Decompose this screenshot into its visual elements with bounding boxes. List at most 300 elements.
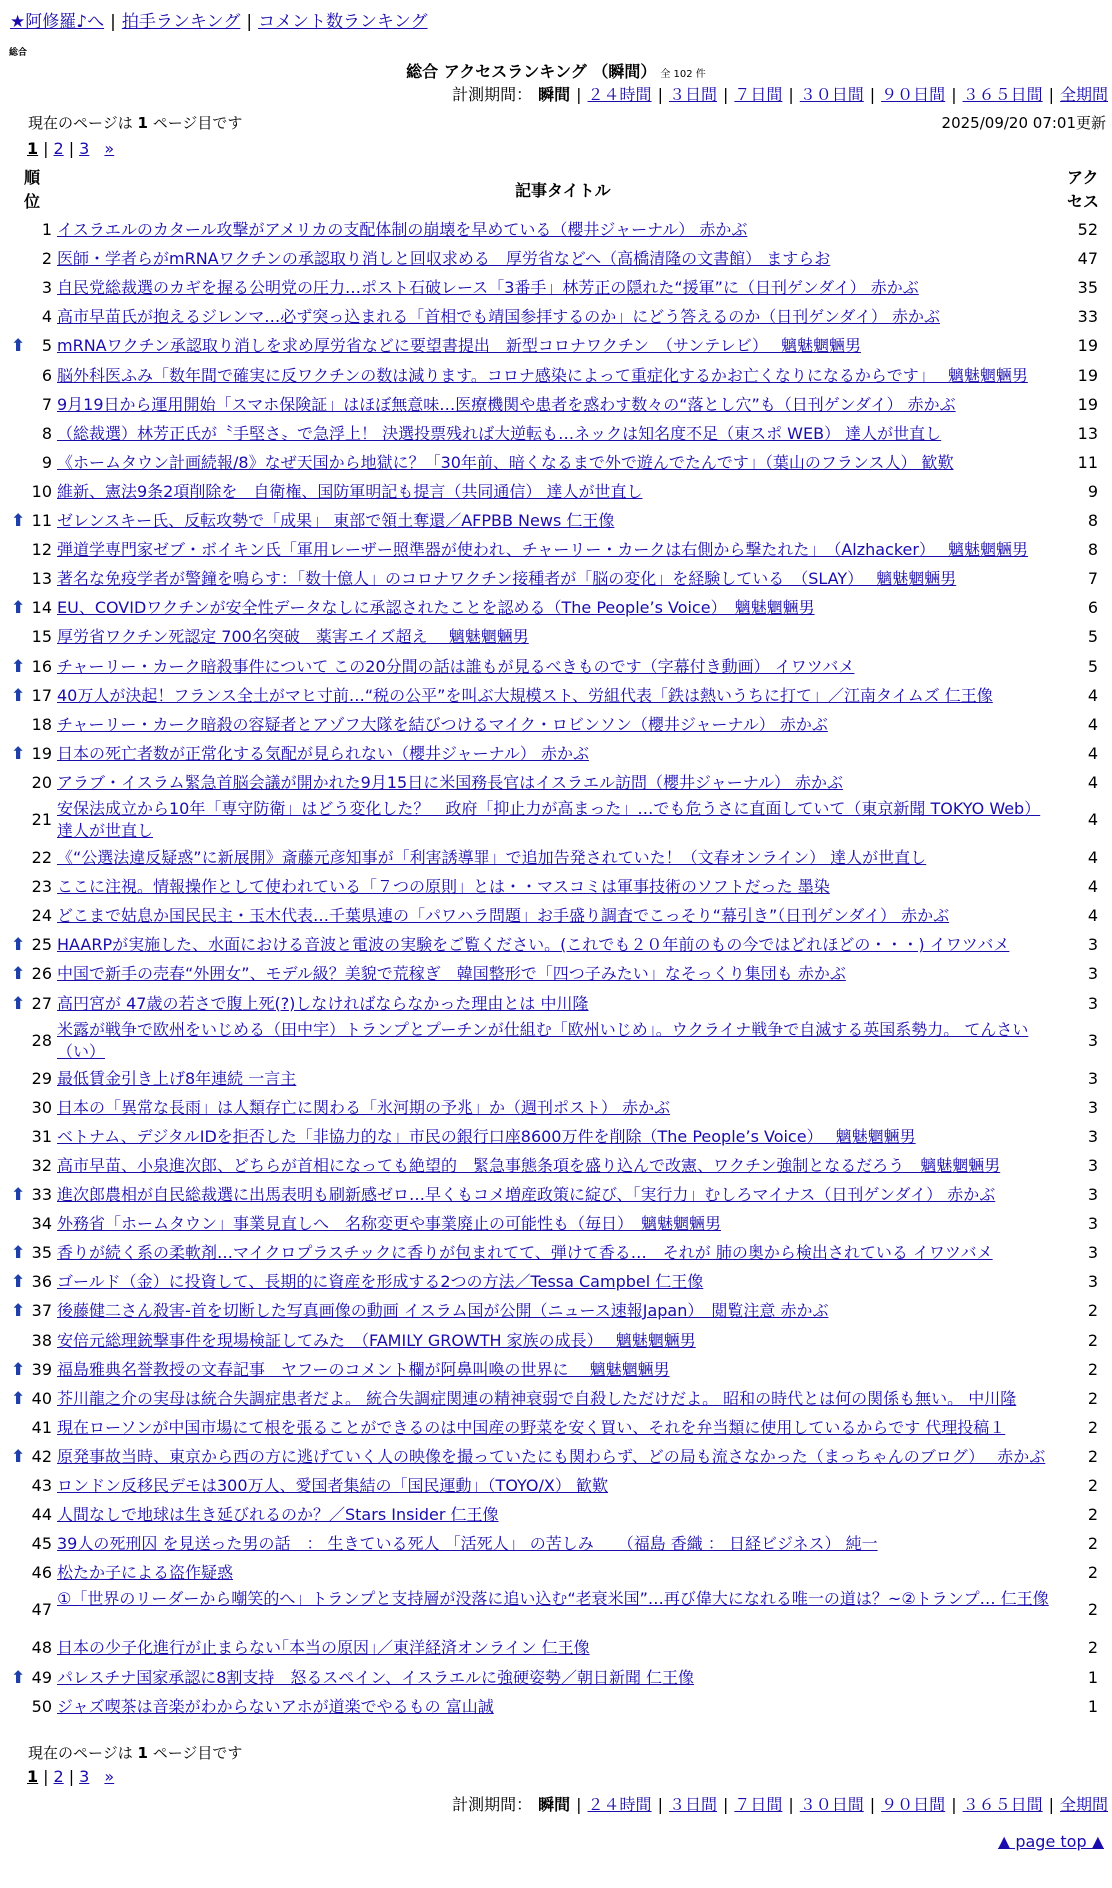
row-rank: 40 [31,1388,52,1408]
pager-next[interactable]: » [104,1767,115,1786]
row-access-count: 9 [1087,481,1098,501]
row-access-count: 19 [1077,394,1098,414]
row-title [57,1019,1057,1063]
pager-link-3[interactable]: 3 [79,139,90,158]
row-access-count: 2 [1087,1388,1098,1408]
row-access-count: 7 [1087,569,1098,589]
row-rank: 19 [31,743,52,763]
article-link[interactable]: 松たか子による盗作疑惑 [57,1563,234,1583]
column-header-title: 記事タイトル [515,181,611,200]
table-row [0,1155,1112,1184]
table-row [0,394,1112,423]
row-rank: 22 [31,848,52,867]
row-title [57,1155,1057,1177]
applause-ranking-link[interactable]: 拍手ランキング [121,12,241,32]
row-title [57,656,1057,678]
row-access-count: 11 [1077,452,1098,472]
row-title [57,568,1057,590]
row-rank: 46 [31,1563,52,1583]
article-link[interactable]: パレスチナ国家承認に8割支持 怒るスペイン、イスラエルに強硬姿勢／朝日新聞 仁王像 [57,1667,695,1687]
period-link-24h[interactable]: ２４時間 [587,85,652,104]
table-row [0,743,1112,772]
rank-up-arrow-icon: ⬆ [11,685,26,706]
pager-bottom: 1 | 2 | 3 » [27,1767,115,1786]
row-access-count: 3 [1087,1126,1098,1146]
article-link[interactable]: 厚労省ワクチン死認定 700名突破 薬害エイズ超え 魑魅魍魎男 [57,627,529,647]
row-title [57,905,1057,927]
row-title [57,452,1057,474]
table-row [0,1504,1112,1533]
table-row [0,1019,1112,1063]
row-access-count: 4 [1087,743,1098,763]
article-link[interactable]: 中国で新手の売春“外囲女”、モデル級？美貌で荒稼ぎ 韓国整形で「四つ子みたい」なそっくり集団も 赤かぶ [57,964,846,984]
article-link[interactable]: 高市早苗氏が抱えるジレンマ…必ず突っ込まれる「首相でも靖国参拝するのか」にどう答えるのか（日刊ゲンダイ） 赤かぶ [57,307,941,327]
row-rank: 25 [31,935,52,955]
row-rank: 1 [41,220,52,239]
table-row [0,934,1112,963]
article-link[interactable]: 香りが続く系の柔軟剤…マイクロプラスチックに香りが包まれてて、弾けて香る… それが 肺の奥から検出されている イワツバメ [57,1243,993,1263]
row-title [57,539,1057,561]
page-info-top: 現在のページは 1 ページ目です [28,114,243,132]
row-title [57,1097,1057,1119]
rank-up-arrow-icon: ⬆ [11,743,26,764]
row-title [57,1271,1057,1293]
row-access-count: 4 [1087,772,1098,792]
row-rank: 18 [31,714,52,734]
rank-up-arrow-icon: ⬆ [11,511,26,531]
row-title [57,1533,1057,1555]
row-rank: 26 [31,964,52,984]
article-link[interactable]: 安倍元総理銃撃事件を現場検証してみた （FAMILY GROWTH 家族の成長） 魑魅魍魎男 [57,1330,696,1350]
table-row [0,905,1112,934]
row-access-count: 3 [1087,1214,1098,1234]
table-row [0,847,1112,876]
table-row [0,1696,1112,1725]
row-title [57,1213,1057,1235]
pager-next[interactable]: » [104,139,115,158]
pager-top: 1 | 2 | 3 » [27,139,115,158]
row-access-count: 4 [1087,906,1098,926]
table-row [0,1242,1112,1271]
row-rank: 27 [31,993,52,1013]
period-link-24h[interactable]: ２４時間 [587,1795,652,1814]
row-rank: 42 [31,1446,52,1466]
table-row [0,1213,1112,1242]
pager-link-2[interactable]: 2 [53,139,64,158]
table-row [0,452,1112,481]
article-link[interactable]: 著名な免疫学者が警鐘を鳴らす：「数十億人」のコロナワクチン接種者が「脳の変化」を経験している （SLAY） 魑魅魍魎男 [57,569,957,589]
period-link-30d[interactable]: ３０日間 [799,1795,864,1814]
row-rank: 37 [31,1301,52,1321]
row-rank: 32 [31,1155,52,1175]
table-row [0,335,1112,364]
row-title [57,963,1057,985]
row-rank: 31 [31,1126,52,1146]
article-link[interactable]: 脳外科医ふみ「数年間で確実に反ワクチンの数は減ります。コロナ感染によって重症化するかお亡くなりになるからです」 魑魅魍魎男 [57,365,1028,385]
table-row [0,365,1112,394]
article-link[interactable]: 現在ローソンが中国市場にて根を張ることができるのは中国産の野菜を安く買い、それを弁当類に使用しているからです 代理投稿１ [57,1417,1006,1437]
row-rank: 36 [31,1272,52,1292]
article-link[interactable]: 人間なしで地球は生き延びれるのか？／Stars Insider 仁王像 [57,1505,499,1525]
row-rank: 12 [31,540,52,560]
updated-timestamp: 2025/09/20 07:01更新 [941,114,1106,132]
article-link[interactable]: HAARPが実施した、水面における音波と電波の実験をご覧ください。(これでも２０年前のもの今ではどれほどの・・・) イワツバメ [57,935,1010,955]
row-access-count: 6 [1087,598,1098,618]
article-link[interactable]: （総裁選）林芳正氏が〝手堅さ〟で急浮上！ 決選投票残れば大逆転も…ネックは知名度不足（東スポ WEB） 達人が世直し [57,423,942,443]
period-link-7d[interactable]: ７日間 [734,1795,783,1814]
page-info-bottom: 現在のページは 1 ページ目です [28,1744,243,1762]
article-link[interactable]: 医師・学者らがmRNAワクチンの承認取り消しと回収求める 厚労省などへ（高橋清隆の文書館） ますらお [57,249,831,269]
article-link[interactable]: ゴールド（金）に投資して、長期的に資産を形成する2つの方法／Tessa Campbel 仁王像 [57,1272,704,1292]
table-row [0,1533,1112,1562]
article-link[interactable]: 高市早苗、小泉進次郎、どちらが首相になっても絶望的 緊急事態条項を盛り込んで改憲、ワクチン強制となるだろう 魑魅魍魎男 [57,1155,1001,1175]
table-row [0,656,1112,685]
rank-up-arrow-icon: ⬆ [11,1185,26,1205]
row-title [57,993,1057,1015]
rank-up-arrow-icon: ⬆ [11,336,26,357]
table-row [0,1475,1112,1504]
table-row [0,510,1112,539]
table-row [0,1667,1112,1696]
row-access-count: 3 [1087,1097,1098,1117]
row-rank: 7 [41,394,52,414]
table-row [0,1417,1112,1446]
row-title [57,597,1057,619]
top-nav [10,10,428,34]
table-row [0,876,1112,905]
article-link[interactable]: 芥川龍之介の実母は統合失調症患者だよ。 統合失調症関連の精神衰弱で自殺しただけだよ。 昭和の時代とは何の関係も無い。 中川隆 [57,1388,1017,1408]
rank-up-arrow-icon: ⬆ [11,1272,26,1293]
article-link[interactable]: 外務省「ホームタウン」事業見直しへ 名称変更や事業廃止の可能性も（毎日） 魑魅魍魎男 [57,1214,722,1234]
article-link[interactable]: 9月19日から運用開始「スマホ保険証」はほぼ無意味…医療機関や患者を惑わす数々の“落とし穴”も（日刊ゲンダイ） 赤かぶ [57,394,956,414]
row-access-count: 2 [1087,1638,1098,1658]
row-title [57,1504,1057,1526]
row-title [57,685,1057,707]
table-row [0,1330,1112,1359]
page-top [998,1832,1104,1851]
table-row [0,1300,1112,1329]
row-rank: 35 [31,1243,52,1263]
period-current: 瞬間 [538,85,571,104]
article-link[interactable]: ロンドン反移民デモは300万人、愛国者集結の「国民運動」（TOYO/X） 歓歎 [57,1476,608,1495]
row-access-count: 2 [1087,1505,1098,1525]
period-selector-bottom: 計測期間： 瞬間 | ２４時間 | ３日間 | ７日間 | ３０日間 | ９０日間 | ３６５日間 | 全期間 [452,1795,1108,1814]
row-title [57,248,1057,270]
table-row [0,219,1112,248]
row-access-count: 4 [1087,810,1098,829]
table-row [0,1562,1112,1591]
rank-up-arrow-icon: ⬆ [11,993,26,1014]
row-rank: 21 [31,810,52,829]
row-title [57,1359,1057,1381]
row-title [57,1562,1057,1584]
row-access-count: 2 [1087,1563,1098,1583]
article-link[interactable]: 《ホームタウン計画続報/8》なぜ天国から地獄に？「30年前、暗くなるまで外で遊んでたんです」（葉山のフランス人） 歓歎 [57,452,954,472]
row-rank: 24 [31,906,52,926]
row-title [57,1300,1057,1322]
period-selector-top: 計測期間： 瞬間 | ２４時間 | ３日間 | ７日間 | ３０日間 | ９０日間 | ３６５日間 | 全期間 [452,85,1108,104]
article-link[interactable]: ゼレンスキー氏、反転攻勢で「成果」 東部で領土奪還／AFPBB News 仁王像 [57,511,615,530]
row-rank: 38 [31,1330,52,1350]
row-title [57,1184,1057,1206]
table-row [0,1359,1112,1388]
table-row [0,1271,1112,1300]
row-rank: 30 [31,1097,52,1117]
item-count: 全 102 件 [660,69,706,80]
rank-up-arrow-icon: ⬆ [11,1359,26,1380]
row-rank: 2 [41,249,52,269]
row-access-count: 2 [1087,1476,1098,1495]
article-link[interactable]: 安保法成立から10年「専守防衛」はどう変化した？ 政府「抑止力が高まった」…でも危うさに直面していて（東京新聞 TOKYO Web） 達人が世直し [57,799,1041,840]
row-title [57,335,1057,357]
row-rank: 50 [31,1696,52,1716]
period-link-all[interactable]: 全期間 [1059,85,1108,104]
row-access-count: 2 [1087,1359,1098,1379]
row-title [57,510,1057,532]
ranking-title: 総合 アクセスランキング （瞬間） [406,62,657,81]
period-link-90d[interactable]: ９０日間 [881,85,946,104]
rank-up-arrow-icon: ⬆ [11,964,26,985]
row-rank: 45 [31,1534,52,1554]
row-title [57,1696,1057,1718]
row-title [57,626,1057,648]
row-access-count: 2 [1087,1330,1098,1350]
rank-up-arrow-icon: ⬆ [11,656,26,677]
table-row [0,772,1112,801]
pager-current: 1 [27,1767,39,1786]
row-rank: 44 [31,1505,52,1525]
period-link-90d[interactable]: ９０日間 [881,1795,946,1814]
row-rank: 6 [41,365,52,385]
table-row [0,1068,1112,1097]
row-rank: 5 [41,336,52,356]
row-title [57,743,1057,765]
table-row [0,714,1112,743]
period-label: 計測期間： [452,85,533,104]
comment-ranking-link[interactable]: コメント数ランキング [258,12,428,32]
row-access-count: 3 [1087,1030,1098,1050]
row-rank: 41 [31,1417,52,1437]
row-rank: 3 [41,278,52,298]
table-row [0,423,1112,452]
row-access-count: 1 [1087,1696,1098,1716]
row-title [57,423,1057,445]
row-access-count: 4 [1087,848,1098,867]
row-rank: 34 [31,1214,52,1234]
rank-up-arrow-icon: ⬆ [11,1446,26,1467]
row-access-count: 4 [1087,877,1098,897]
row-access-count: 19 [1077,336,1098,356]
period-link-7d[interactable]: ７日間 [734,85,783,104]
period-link-all[interactable]: 全期間 [1059,1795,1108,1814]
row-rank: 17 [31,685,52,705]
article-link[interactable]: EU、COVIDワクチンが安全性データなしに承認されたことを認める（The People’s Voice） 魑魅魍魎男 [57,598,815,618]
table-row [0,993,1112,1022]
row-access-count: 3 [1087,1155,1098,1175]
rank-up-arrow-icon: ⬆ [11,1243,26,1264]
article-link[interactable]: チャーリー・カーク暗殺の容疑者とアゾフ大隊を結びつけるマイク・ロビンソン（櫻井ジャーナル） 赤かぶ [57,714,828,734]
row-access-count: 2 [1087,1600,1098,1620]
row-rank: 4 [41,307,52,327]
row-rank: 39 [31,1359,52,1379]
article-link[interactable]: 最低賃金引き上げ8年連続 一言主 [57,1068,297,1088]
row-rank: 20 [31,772,52,792]
nav-separator: | [110,12,116,32]
row-rank: 28 [31,1030,52,1050]
article-link[interactable]: 弾道学専門家ゼブ・ボイキン氏「軍用レーザー照準器が使われ、チャーリー・カークは右側から撃たれた」 （Alzhacker） 魑魅魍魎男 [57,540,1029,560]
table-row [0,277,1112,306]
row-access-count: 8 [1087,540,1098,560]
period-current: 瞬間 [538,1795,571,1814]
row-access-count: 1 [1087,1667,1098,1687]
period-link-3d[interactable]: ３日間 [668,85,717,104]
table-row [0,626,1112,655]
table-row [0,306,1112,335]
rank-up-arrow-icon: ⬆ [11,935,26,956]
article-link[interactable]: ①「世界のリーダーから嘲笑的へ」トランプと支持層が没落に追い込む“老衰米国”…再び偉大になれる唯一の道は？~②トランプ… 仁王像 [57,1589,1049,1609]
period-link-30d[interactable]: ３０日間 [799,85,864,104]
row-access-count: 13 [1077,423,1098,443]
period-link-365d[interactable]: ３６５日間 [962,85,1043,104]
row-rank: 15 [31,627,52,647]
row-title [57,1417,1057,1439]
article-link[interactable]: 高円宮が 47歳の若さで腹上死(?)しなければならなかった理由とは 中川隆 [57,993,589,1013]
row-rank: 23 [31,877,52,897]
row-access-count: 47 [1077,249,1098,269]
row-title [57,1126,1057,1148]
article-link[interactable]: アラブ・イスラム緊急首脳会議が開かれた9月15日に米国務長官はイスラエル訪問（櫻井ジャーナル） 赤かぶ [57,772,844,792]
table-row [0,1446,1112,1475]
row-title [57,1242,1057,1264]
row-access-count: 3 [1087,1185,1098,1204]
row-title [57,1475,1057,1497]
row-rank: 10 [31,481,52,501]
table-row [0,568,1112,597]
table-row [0,1184,1112,1213]
article-link[interactable]: 維新、憲法9条2項削除を 自衛権、国防軍明記も提言（共同通信） 達人が世直し [57,481,643,501]
article-link[interactable]: 自民党総裁選のカギを握る公明党の圧力…ポスト石破レース「3番手」林芳正の隠れた“援軍”に（日刊ゲンダイ） 赤かぶ [57,278,919,298]
row-access-count: 3 [1087,935,1098,955]
column-header-access: アクセス [1067,168,1100,211]
row-title [57,847,1057,869]
column-header-rank: 順位 [24,168,41,211]
row-access-count: 2 [1087,1446,1098,1466]
article-link[interactable]: 《“公選法違反疑惑”に新展開》斎藤元彦知事が「利害誘導罪」で追加告発されていた！（文春オンライン） 達人が世直し [57,848,927,867]
row-access-count: 3 [1087,1243,1098,1263]
row-title [57,772,1057,794]
page-top-link[interactable]: ▲ page top ▲ [997,1832,1104,1851]
row-access-count: 2 [1087,1301,1098,1321]
row-rank: 9 [41,452,52,472]
table-row [0,963,1112,992]
article-link[interactable]: 原発事故当時、東京から西の方に逃げていく人の映像を撮っていたにも関わらず、どの局も流さなかった（まっちゃんのブログ） 赤かぶ [57,1446,1046,1466]
table-row [0,481,1112,510]
row-rank: 48 [31,1638,52,1658]
row-rank: 14 [31,598,52,618]
ranking-heading [0,62,1112,85]
row-access-count: 8 [1087,511,1098,530]
period-link-3d[interactable]: ３日間 [668,1795,717,1814]
row-rank: 8 [41,423,52,443]
row-access-count: 33 [1077,307,1098,327]
row-title [57,481,1057,503]
row-title [57,1068,1057,1090]
row-access-count: 2 [1087,1534,1098,1554]
table-row [0,685,1112,714]
row-access-count: 35 [1077,278,1098,298]
period-link-365d[interactable]: ３６５日間 [962,1795,1043,1814]
table-row [0,1637,1112,1666]
row-access-count: 3 [1087,993,1098,1013]
article-link[interactable]: イスラエルのカタール攻撃がアメリカの支配体制の崩壊を早めている（櫻井ジャーナル） 赤かぶ [57,220,748,239]
article-link[interactable]: 日本の少子化進行が止まらない｢本当の原因｣／東洋経済オンライン 仁王像 [57,1638,590,1658]
article-link[interactable]: 後藤健二さん殺害-首を切断した写真画像の動画 イスラム国が公開（ニュース速報Japan） 閲覧注意 赤かぶ [57,1301,829,1321]
row-title [57,277,1057,299]
row-title [57,798,1057,842]
rank-up-arrow-icon: ⬆ [11,598,26,619]
row-rank: 13 [31,569,52,589]
category-label: 総合 [9,48,28,58]
article-link[interactable]: 進次郎農相が自民総裁選に出馬表明も刷新感ゼロ…早くもコメ増産政策に綻び、「実行力」むしろマイナス（日刊ゲンダイ） 赤かぶ [57,1185,996,1204]
row-title [57,714,1057,736]
row-rank: 49 [31,1667,52,1687]
row-access-count: 3 [1087,964,1098,984]
home-link[interactable]: ★阿修羅♪へ [10,12,105,32]
table-row [0,1097,1112,1126]
row-access-count: 5 [1087,656,1098,676]
row-rank: 11 [31,511,52,530]
article-link[interactable]: どこまで姑息か国民民主・玉木代表…千葉県連の「パワハラ問題」お手盛り調査でこっそり“幕引き”（日刊ゲンダイ） 赤かぶ [57,906,950,926]
row-title [57,1388,1057,1410]
row-rank: 43 [31,1476,52,1495]
rank-up-arrow-icon: ⬆ [11,1301,26,1322]
article-link[interactable]: チャーリー・カーク暗殺事件について この20分間の話は誰もが見るべきものです（字幕付き動画） イワツバメ [57,656,855,676]
row-title [57,1667,1057,1689]
article-link[interactable]: 日本の「異常な長雨」は人類存亡に関わる「氷河期の予兆」か（週刊ポスト） 赤かぶ [57,1097,671,1117]
row-title [57,365,1057,387]
row-access-count: 3 [1087,1272,1098,1292]
nav-separator: | [246,12,253,32]
rank-up-arrow-icon: ⬆ [11,1388,26,1409]
row-title [57,219,1057,241]
period-label: 計測期間： [452,1795,533,1814]
pager-link-2[interactable]: 2 [53,1767,64,1786]
rank-up-arrow-icon: ⬆ [11,1667,26,1688]
pager-link-3[interactable]: 3 [79,1767,90,1786]
article-link[interactable]: 39人の死刑囚 を見送った男の話 ： 生きている死人 「活死人」 の苦しみ （福島 香織 ： 日経ビジネス） 純一 [57,1534,878,1554]
row-rank: 29 [31,1068,52,1088]
row-title [57,394,1057,416]
row-title [57,306,1057,328]
article-link[interactable]: ジャズ喫茶は音楽がわからないアホが道楽でやるもの 富山誠 [57,1696,494,1716]
row-access-count: 2 [1087,1417,1098,1437]
article-link[interactable]: 日本の死亡者数が正常化する気配が見られない（櫻井ジャーナル） 赤かぶ [57,743,589,763]
row-title [57,1637,1057,1659]
article-link[interactable]: ここに注視。情報操作として使われている「７つの原則」とは・・マスコミは軍事技術のソフトだった 墨染 [57,877,830,897]
article-link[interactable]: 米露が戦争で欧州をいじめる（田中宇）トランプとプーチンが仕組む「欧州いじめ」。ウクライナ戦争で自滅する英国系勢力。 てんさい（い） [57,1019,1029,1061]
row-title [57,1588,1057,1610]
row-title [57,1446,1057,1468]
article-link[interactable]: 40万人が決起！フランス全土がマヒ寸前…“税の公平”を叫ぶ大規模スト、労組代表「鉄は熱いうちに打て」／江南タイムズ 仁王像 [57,685,993,705]
table-row [0,1588,1112,1632]
article-link[interactable]: 福島雅典名誉教授の文春記事 ヤフーのコメント欄が阿鼻叫喚の世界に 魑魅魍魎男 [57,1359,670,1379]
table-row [0,248,1112,277]
table-row [0,1126,1112,1155]
row-rank: 16 [31,656,52,676]
article-link[interactable]: ベトナム、デジタルIDを拒否した「非協力的な」市民の銀行口座8600万件を削除（The People’s Voice） 魑魅魍魎男 [57,1126,916,1146]
article-link[interactable]: mRNAワクチン承認取り消しを求め厚労省などに要望書提出 新型コロナワクチン （サンテレビ） 魑魅魍魎男 [57,336,861,356]
row-access-count: 4 [1087,685,1098,705]
